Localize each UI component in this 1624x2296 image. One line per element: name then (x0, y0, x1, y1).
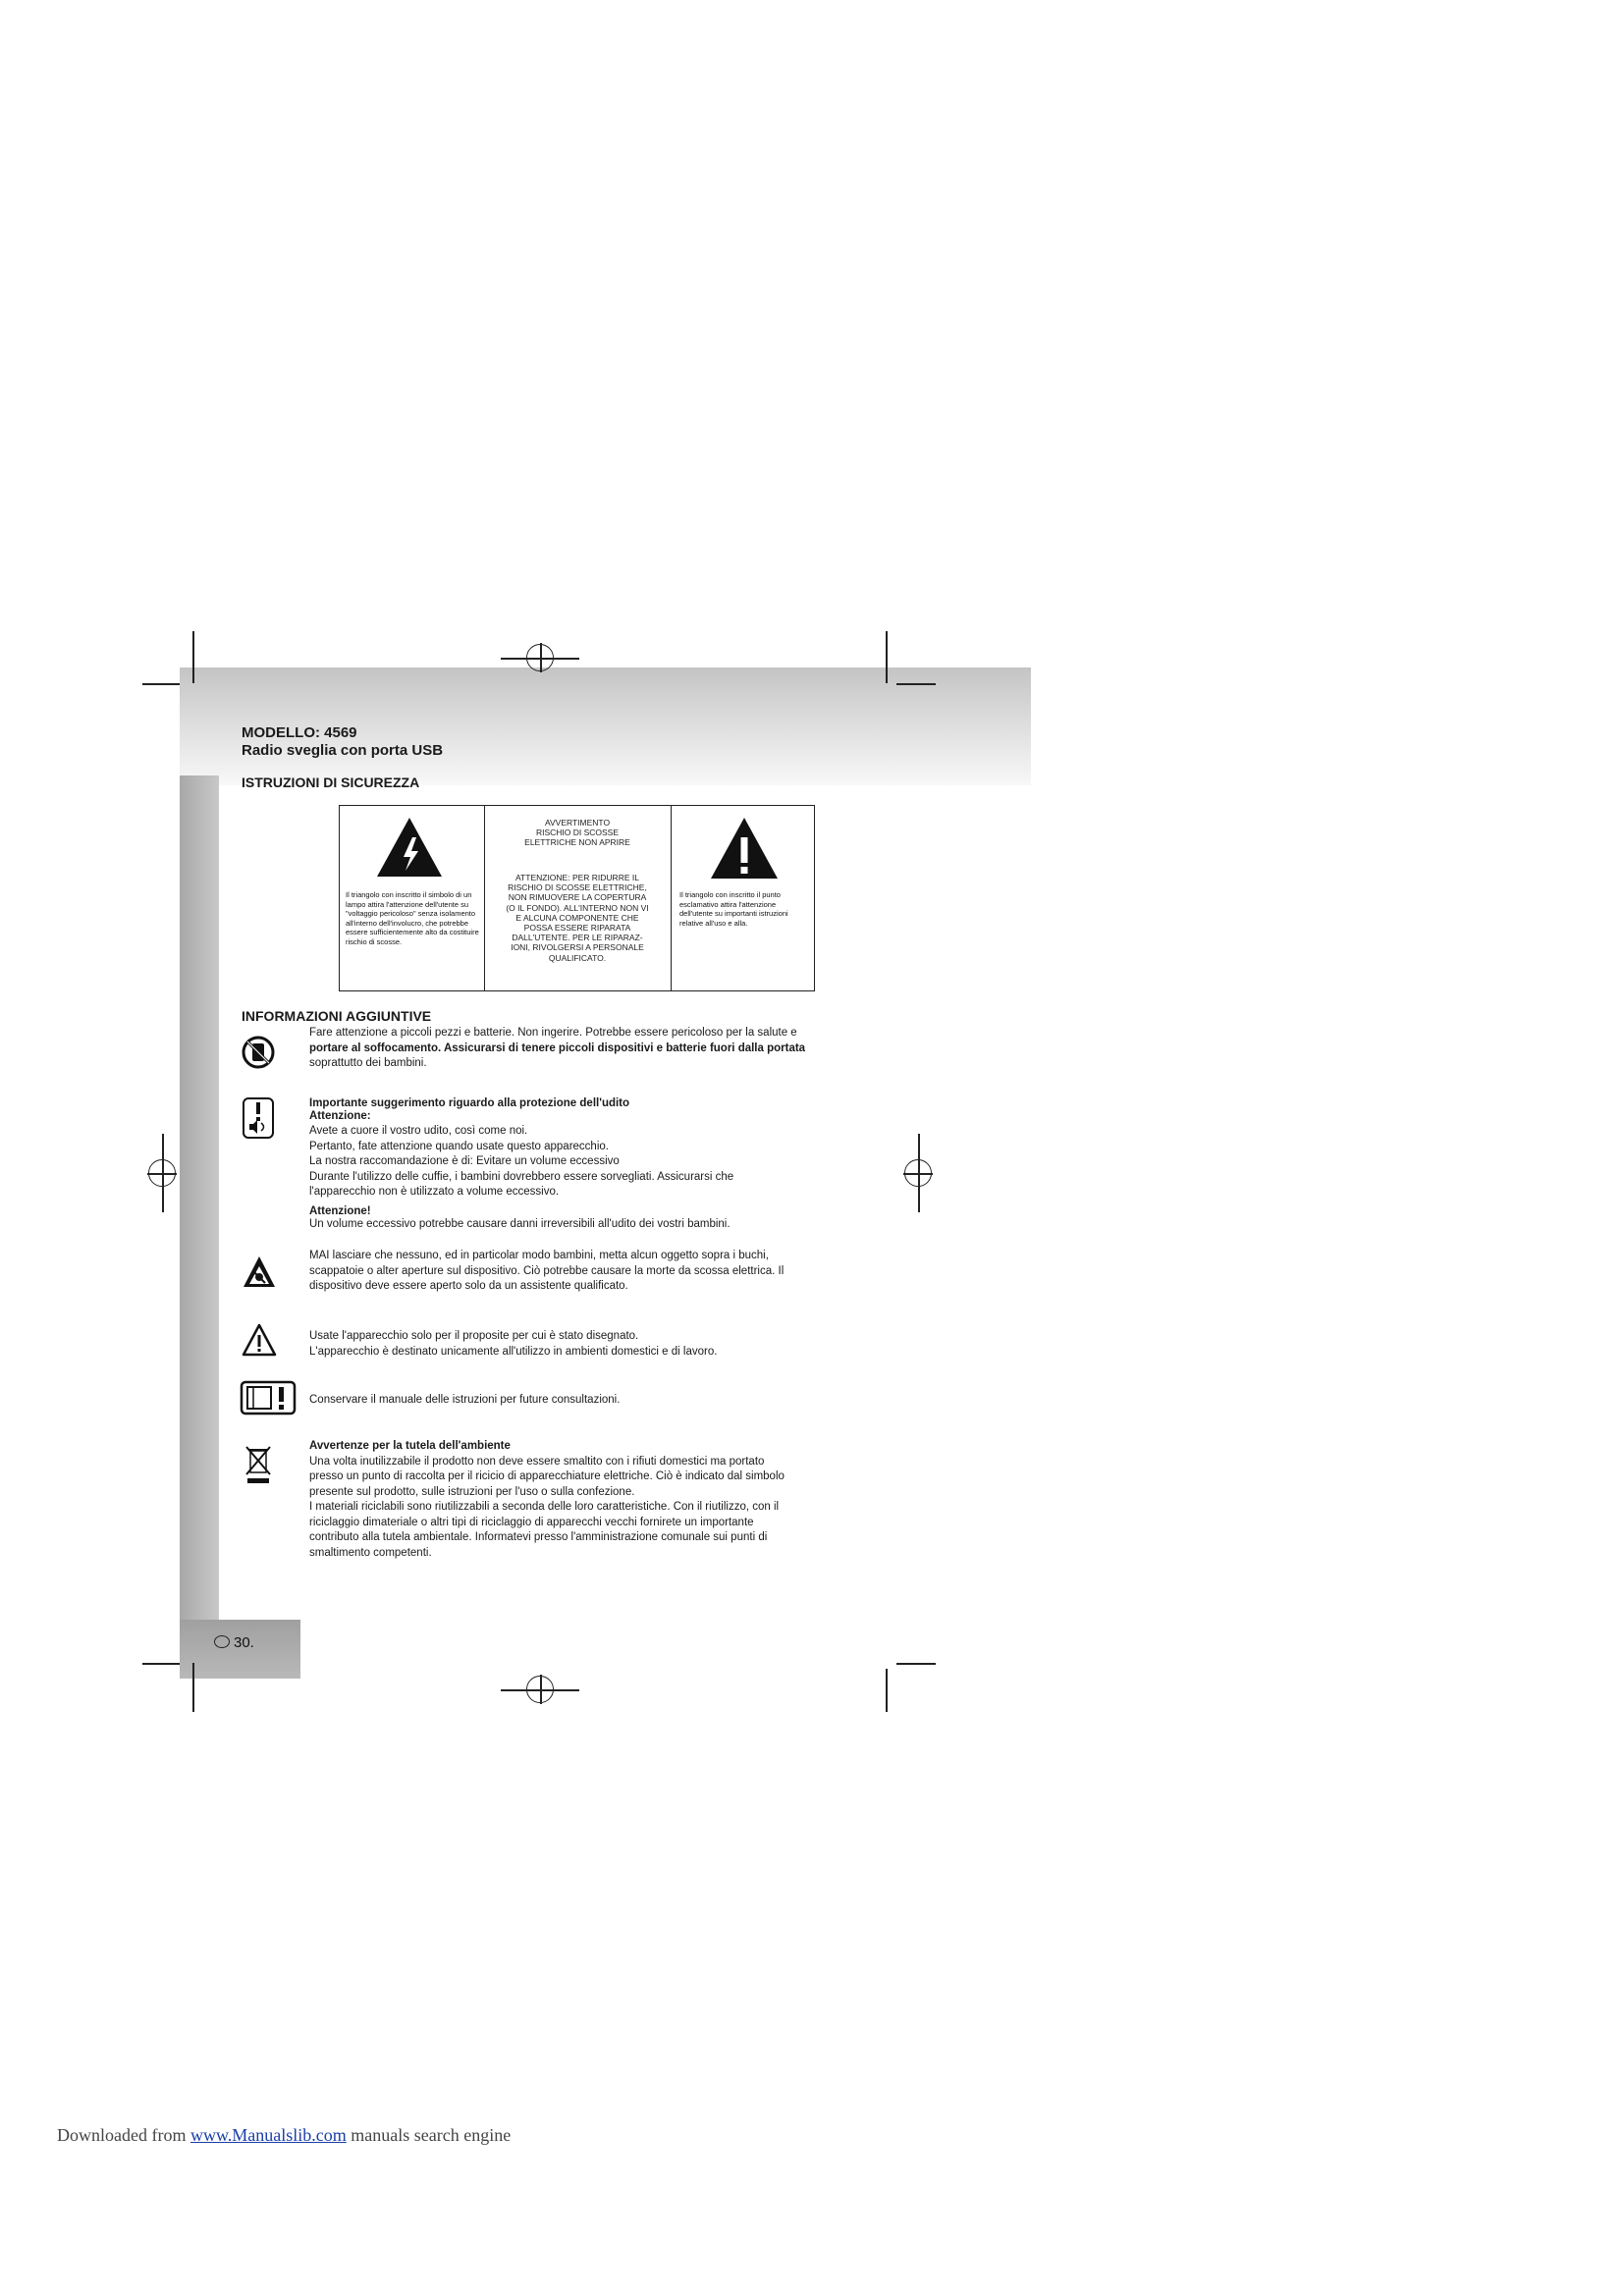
info-item-manual: Conservare il manuale delle istruzioni per future consultazioni. (309, 1394, 621, 1406)
warning-cell-exclamation (672, 806, 814, 990)
warning-cell-text (485, 806, 672, 990)
exclamation-triangle-icon (709, 816, 780, 881)
manualslib-link[interactable]: www.Manualslib.com (189, 2125, 347, 2145)
language-icon (214, 1635, 230, 1648)
registration-mark (501, 1675, 579, 1704)
side-band (180, 775, 219, 1679)
crop-mark (896, 683, 936, 685)
registration-mark (903, 1134, 933, 1212)
exclamation-description: Il triangolo con inscritto il punto esclamativo attira l'attenzione dell'utente su importanti istruzioni relative all'uso e alla. (679, 890, 788, 928)
info-item-environment: Avvertenze per la tutela dell'ambiente Una volta inutilizzabile il prodotto non deve essere smaltito con i rifiuti domestici ma portato presso un punto di raccolta per il ricicio di apparecchiature elettriche. Ciò è indicato dal simbolo presente sul prodotto, sulle istruzioni per l'uso o sulla confezione. I materiali riciclabili sono riutilizzabili a seconda delle loro caratteristiche. Con il riutilizzo, con il riciclaggio dimateriale o altri tipi di riciclaggio di apparecchi vecchi fornirete un importante contributo alla tutela ambientale. Informatevi presso l'amministrazione comunale sui punti di smaltimento competenti. (309, 1439, 889, 1561)
manual-book-icon (240, 1380, 297, 1415)
crop-mark (886, 631, 888, 683)
environment-title: Avvertenze per la tutela dell'ambiente (309, 1440, 511, 1452)
page-number (214, 1634, 254, 1651)
safety-heading: ISTRUZIONI DI SICUREZZA (242, 774, 420, 790)
crop-mark (886, 1669, 888, 1712)
registration-mark (501, 643, 579, 672)
download-prefix: Downloaded from (57, 2125, 187, 2145)
hearing-title: Importante suggerimento riguardo alla protezione dell'udito (309, 1097, 630, 1109)
crop-mark (192, 1663, 194, 1712)
hearing-protection-icon (242, 1096, 275, 1140)
warning-table (339, 805, 815, 991)
lightning-triangle-icon (375, 816, 444, 879)
crop-mark (142, 1663, 180, 1665)
registration-mark (147, 1134, 177, 1212)
crop-mark (142, 683, 180, 685)
electric-shock-warning-icon (242, 1255, 277, 1290)
download-footer (57, 2125, 511, 2146)
page-number-text: 30. (234, 1634, 254, 1651)
weee-bin-icon (244, 1443, 273, 1486)
warning-body: ATTENZIONE: PER RIDURRE IL RISCHIO DI SCOSSE ELETTRICHE, NON RIMUOVERE LA COPERTURA (O IL FONDO). ALL'INTERNO NON VI E ALCUNA COMPONENTE CHE POSSA ESSERE RIPARATA DALL'UTENTE. PER LE RIPARAZ- IONI, RIVOLGERSI A PERSONALE QUALIFICATO. (506, 873, 649, 963)
product-subtitle: Radio sveglia con porta USB (242, 742, 444, 759)
info-heading: INFORMAZIONI AGGIUNTIVE (242, 1008, 432, 1024)
hearing-attention-2: Attenzione! (309, 1204, 371, 1217)
crop-mark (192, 631, 194, 683)
caution-triangle-icon (242, 1322, 277, 1358)
crop-mark (896, 1663, 936, 1665)
warning-cell-lightning (340, 806, 485, 990)
no-swallow-icon (242, 1035, 275, 1070)
download-suffix: manuals search engine (351, 2125, 512, 2145)
info-item-small-parts: Fare attenzione a piccoli pezzi e batterie. Non ingerire. Potrebbe essere pericoloso per la salute e portare al soffocamento. Assicurarsi di tenere piccoli dispositivi e batterie fuori dalla portata soprattutto dei bambini. (309, 1027, 806, 1069)
info-item-hearing: Importante suggerimento riguardo alla protezione dell'udito Attenzione: Avete a cuore il vostro udito, così come noi. Pertanto, fate attenzione quando usate questo apparecchio. La nostra raccomandazione è di: Evitare un volume eccessivo Durante l'utilizzo delle cuffie, i bambini dovrebbero essere sorvegliati. Assicurarsi che l'apparecchio non è utilizzato a volume eccessivo. Attenzione! Un volume eccessivo potrebbe causare danni irreversibili all'udito dei vostri bambini. (309, 1096, 889, 1233)
hearing-attention: Attenzione: (309, 1109, 371, 1122)
info-item-intended-use: Usate l'apparecchio solo per il proposite per cui è stato disegnato. L'apparecchio è destinato unicamente all'utilizzo in ambienti domestici e di lavoro. (309, 1330, 718, 1358)
info-item-openings: MAI lasciare che nessuno, ed in particolar modo bambini, metta alcun oggetto sopra i buchi, scappatoie o alter aperture sul dispositivo. Ciò potrebbe causare la morte da scossa elettrica. Il dispositivo deve essere aperto solo da un assistente qualificato. (309, 1250, 785, 1292)
model-title: MODELLO: 4569 (242, 724, 357, 741)
lightning-description: Il triangolo con inscritto il simbolo di un lampo attira l'attenzione dell'utente su "voltaggio pericoloso" senza isolamento all'interno dell'involucro, che potrebbe essere sufficientemente alto da costituire rischio di scosse. (346, 890, 479, 946)
warning-title: AVVERTIMENTO RISCHIO DI SCOSSE ELETTRICHE NON APRIRE (524, 818, 630, 848)
